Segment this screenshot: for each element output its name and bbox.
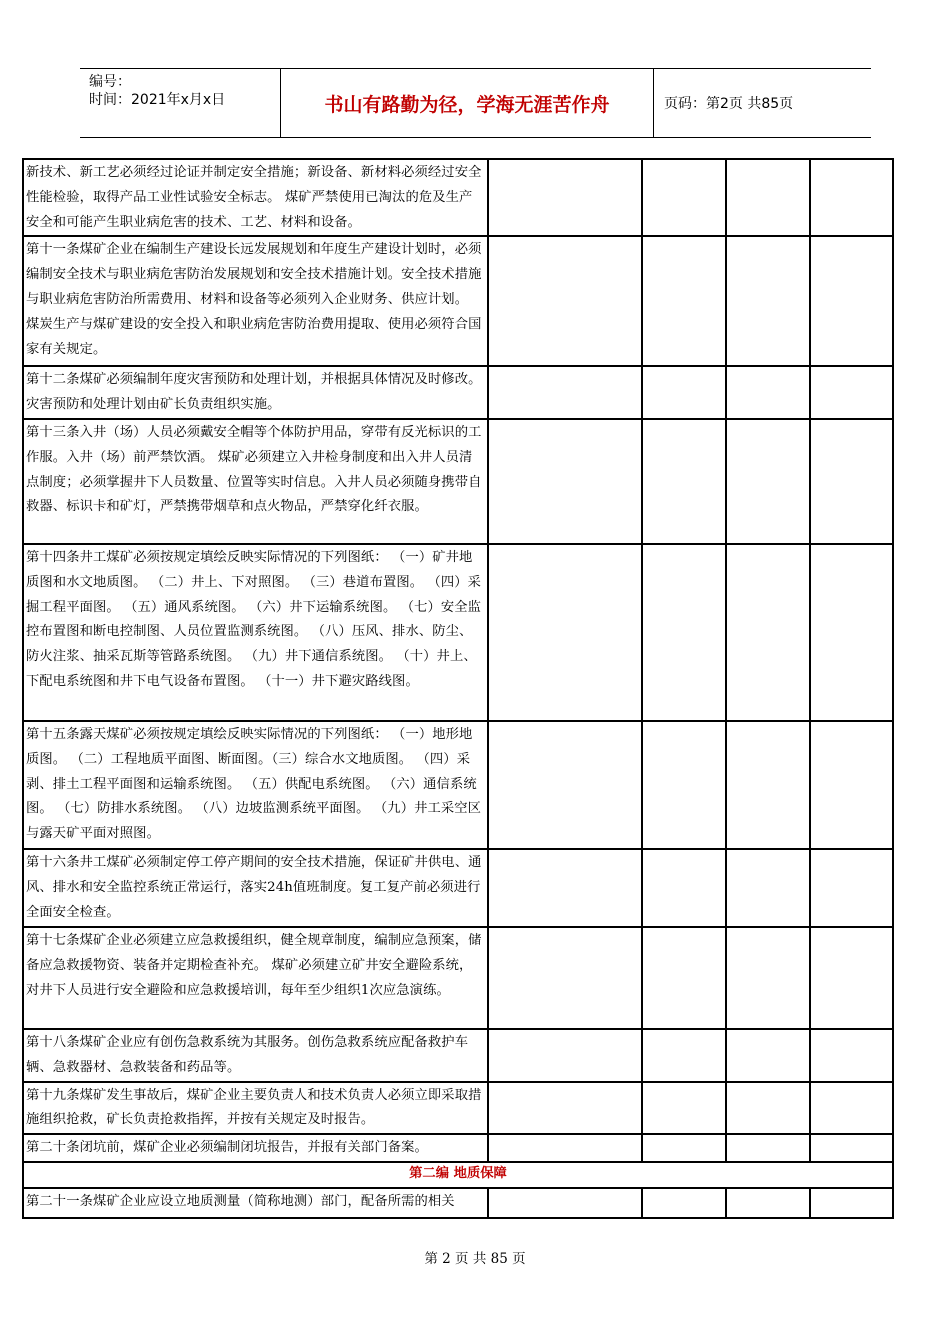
clause-text: 第二十条闭坑前，煤矿企业必须编制闭坑报告，并报有关部门备案。 [23, 1134, 488, 1162]
clause-text: 第十五条露天煤矿必须按规定填绘反映实际情况的下列图纸： （一）地形地质图。 （二）工程地质平面图、断面图。（三）综合水文地质图。 （四）采剥、排土工程平面图和运输系统图。 （五）供配电系统图。 （六）通信系统图。 （七）防排水系统图。 （八）边坡监测系统平面图。 （九）井工采空区与露天矿平面对照图。 [23, 721, 488, 849]
document-date-label: 时间：2021年x月x日 [89, 92, 226, 108]
clause-text: 第十九条煤矿发生事故后，煤矿企业主要负责人和技术负责人必须立即采取措施组织抢救，矿长负责抢救指挥，并按有关规定及时报告。 [23, 1082, 488, 1135]
empty-cell[interactable] [726, 1082, 810, 1135]
table-row [23, 1188, 893, 1218]
empty-cell[interactable] [726, 721, 810, 849]
clause-text: 第十二条煤矿必须编制年度灾害预防和处理计划，并根据具体情况及时修改。灾害预防和处理计划由矿长负责组织实施。 [23, 366, 488, 419]
empty-cell[interactable] [642, 159, 726, 236]
empty-cell[interactable] [642, 1134, 726, 1162]
header-meta [80, 69, 281, 137]
regulation-table [22, 158, 894, 1219]
table-row [23, 849, 893, 927]
empty-cell[interactable] [726, 927, 810, 1029]
empty-cell[interactable] [810, 1082, 893, 1135]
clause-text: 第二十一条煤矿企业应设立地质测量（简称地测）部门，配备所需的相关 [23, 1188, 488, 1218]
empty-cell[interactable] [726, 366, 810, 419]
empty-cell[interactable] [726, 1134, 810, 1162]
table-row [23, 721, 893, 849]
empty-cell[interactable] [642, 236, 726, 366]
empty-cell[interactable] [642, 849, 726, 927]
clause-text: 第十七条煤矿企业必须建立应急救援组织，健全规章制度，编制应急预案，储备应急救援物资、装备并定期检查补充。 煤矿必须建立矿井安全避险系统，对井下人员进行安全避险和应急救援培训，每年至少组织1次应急演练。 [23, 927, 488, 1029]
page-header [80, 68, 871, 138]
page-footer: 第 2 页 共 85 页 [424, 1251, 526, 1267]
table-row [23, 236, 893, 366]
empty-cell[interactable] [488, 849, 642, 927]
empty-cell[interactable] [810, 927, 893, 1029]
table-row [23, 419, 893, 544]
document-number-label: 编号： [89, 74, 131, 90]
empty-cell[interactable] [488, 236, 642, 366]
empty-cell[interactable] [726, 1029, 810, 1082]
clause-text: 第十三条入井（场）人员必须戴安全帽等个体防护用品，穿带有反光标识的工作服。入井（场）前严禁饮酒。 煤矿必须建立入井检身制度和出入井人员清点制度；必须掌握井下人员数量、位置等实时信息。入井人员必须随身携带自救器、标识卡和矿灯，严禁携带烟草和点火物品，严禁穿化纤衣服。 [23, 419, 488, 544]
empty-cell[interactable] [642, 1082, 726, 1135]
empty-cell[interactable] [810, 236, 893, 366]
empty-cell[interactable] [642, 544, 726, 721]
clause-text: 第十六条井工煤矿必须制定停工停产期间的安全技术措施，保证矿井供电、通风、排水和安全监控系统正常运行，落实24h值班制度。复工复产前必须进行全面安全检查。 [23, 849, 488, 927]
table-row [23, 1134, 893, 1162]
empty-cell[interactable] [810, 544, 893, 721]
clause-text: 第十四条井工煤矿必须按规定填绘反映实际情况的下列图纸： （一）矿井地质图和水文地质图。 （二）井上、下对照图。 （三）巷道布置图。 （四）采掘工程平面图。 （五）通风系统图。 （六）井下运输系统图。 （七）安全监控布置图和断电控制图、人员位置监测系统图。 （八）压风、排水、防尘、防火注浆、抽采瓦斯等管路系统图。 （九）井下通信系统图。 （十）井上、下配电系统图和井下电气设备布置图。 （十一）井下避灾路线图。 [23, 544, 488, 721]
empty-cell[interactable] [726, 544, 810, 721]
empty-cell[interactable] [642, 1188, 726, 1218]
empty-cell[interactable] [810, 1188, 893, 1218]
empty-cell[interactable] [642, 366, 726, 419]
table-row [23, 927, 893, 1029]
table-row [23, 159, 893, 236]
empty-cell[interactable] [810, 159, 893, 236]
empty-cell[interactable] [488, 419, 642, 544]
empty-cell[interactable] [488, 927, 642, 1029]
empty-cell[interactable] [810, 366, 893, 419]
empty-cell[interactable] [642, 419, 726, 544]
section-heading-row [23, 1162, 893, 1188]
empty-cell[interactable] [488, 544, 642, 721]
empty-cell[interactable] [642, 927, 726, 1029]
table-row [23, 1029, 893, 1082]
section-heading: 第二编 地质保障 [23, 1162, 893, 1188]
clause-text: 第十一条煤矿企业在编制生产建设长远发展规划和年度生产建设计划时，必须编制安全技术与职业病危害防治发展规划和安全技术措施计划。安全技术措施与职业病危害防治所需费用、材料和设备等必须列入企业财务、供应计划。 煤炭生产与煤矿建设的安全投入和职业病危害防治费用提取、使用必须符合国家有关规定。 [23, 236, 488, 366]
empty-cell[interactable] [488, 1029, 642, 1082]
empty-cell[interactable] [642, 1029, 726, 1082]
clause-text: 新技术、新工艺必须经过论证并制定安全措施；新设备、新材料必须经过安全性能检验，取得产品工业性试验安全标志。 煤矿严禁使用已淘汰的危及生产安全和可能产生职业病危害的技术、工艺、材料和设备。 [23, 159, 488, 236]
clause-text: 第十八条煤矿企业应有创伤急救系统为其服务。创伤急救系统应配备救护车辆、急救器材、急救装备和药品等。 [23, 1029, 488, 1082]
empty-cell[interactable] [810, 721, 893, 849]
header-motto: 书山有路勤为径，学海无涯苦作舟 [281, 69, 654, 137]
empty-cell[interactable] [726, 419, 810, 544]
empty-cell[interactable] [726, 159, 810, 236]
empty-cell[interactable] [810, 849, 893, 927]
empty-cell[interactable] [642, 721, 726, 849]
empty-cell[interactable] [488, 366, 642, 419]
empty-cell[interactable] [488, 1188, 642, 1218]
empty-cell[interactable] [726, 1188, 810, 1218]
table-row [23, 1082, 893, 1135]
empty-cell[interactable] [726, 849, 810, 927]
empty-cell[interactable] [488, 1134, 642, 1162]
empty-cell[interactable] [810, 419, 893, 544]
empty-cell[interactable] [488, 159, 642, 236]
header-page-label: 页码：第2页 共85页 [664, 96, 794, 112]
table-row [23, 366, 893, 419]
table-row [23, 544, 893, 721]
empty-cell[interactable] [488, 1082, 642, 1135]
empty-cell[interactable] [810, 1134, 893, 1162]
empty-cell[interactable] [488, 721, 642, 849]
empty-cell[interactable] [726, 236, 810, 366]
empty-cell[interactable] [810, 1029, 893, 1082]
